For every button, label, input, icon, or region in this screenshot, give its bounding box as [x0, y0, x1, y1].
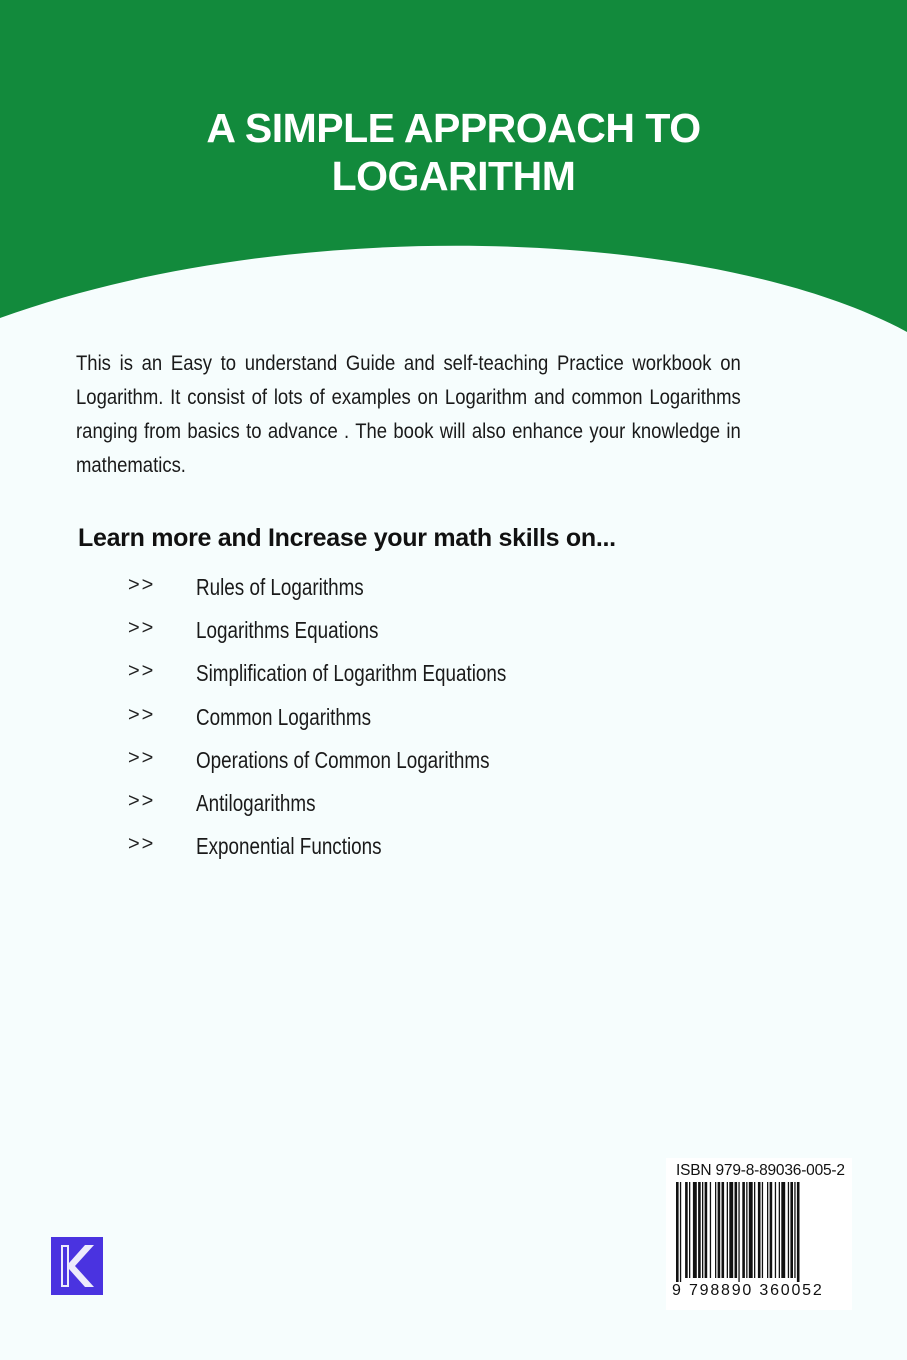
- barcode-bar: [680, 1182, 681, 1282]
- barcode-bar: [794, 1182, 795, 1278]
- topic-label: Simplification of Logarithm Equations: [196, 660, 507, 687]
- topic-item: [0, 829, 907, 872]
- barcode-digits: 9 798890 360052: [672, 1282, 824, 1299]
- barcode-bar: [715, 1182, 716, 1278]
- barcode-bar: [779, 1182, 780, 1278]
- barcode-bar: [689, 1182, 690, 1278]
- barcode-bar: [758, 1182, 761, 1278]
- bullet-marker: >>: [128, 617, 156, 640]
- bullet-marker: >>: [128, 660, 156, 683]
- topic-item: [0, 786, 907, 829]
- publisher-logo-graphic: [51, 1237, 103, 1295]
- isbn-barcode: [666, 1158, 852, 1310]
- barcode-bar: [718, 1182, 721, 1278]
- barcode-bar: [735, 1182, 738, 1278]
- book-title-line2: LOGARITHM: [331, 153, 576, 199]
- publisher-logo-icon: [51, 1237, 103, 1295]
- barcode-bar: [790, 1182, 793, 1278]
- barcode-bar: [676, 1182, 679, 1282]
- book-title-line1: A SIMPLE APPROACH TO: [206, 105, 701, 151]
- book-title: [0, 104, 907, 200]
- topic-item: [0, 743, 907, 786]
- bullet-marker: >>: [128, 746, 156, 769]
- barcode-bar: [738, 1182, 739, 1282]
- barcode-bar: [770, 1182, 773, 1278]
- barcode-bars: [666, 1182, 852, 1282]
- barcode-bar: [729, 1182, 733, 1278]
- barcode-bar: [742, 1182, 745, 1278]
- barcode-bar: [705, 1182, 708, 1278]
- isbn-label: ISBN 979-8-89036-005-2: [676, 1162, 845, 1179]
- barcode-bar: [754, 1182, 755, 1278]
- topic-item: [0, 613, 907, 656]
- topic-item: [0, 656, 907, 699]
- book-description: This is an Easy to understand Guide and self-teaching Practice workbook on Logarithm. It consist of lots of examples on Logarithm and common Logarithms ranging from basics to advance . The book will also enhance your knowledge in mathematics.: [76, 351, 741, 477]
- barcode-bar: [746, 1182, 747, 1278]
- barcode-bar: [775, 1182, 776, 1278]
- bullet-marker: >>: [128, 789, 156, 812]
- barcode-bar: [767, 1182, 768, 1278]
- barcode-bar: [693, 1182, 697, 1278]
- barcode-bar: [710, 1182, 711, 1278]
- barcode-bar: [788, 1182, 789, 1278]
- topic-label: Exponential Functions: [196, 833, 382, 860]
- bullet-marker: >>: [128, 574, 156, 596]
- barcode-bar: [749, 1182, 753, 1278]
- barcode-bar: [781, 1182, 785, 1278]
- barcode-bar: [762, 1182, 763, 1278]
- barcode-bar: [797, 1182, 800, 1282]
- bullet-marker: >>: [128, 703, 156, 726]
- topic-label: Common Logarithms: [196, 703, 372, 730]
- barcode-bar: [698, 1182, 701, 1278]
- topics-list: [0, 570, 907, 872]
- topic-label: Logarithms Equations: [196, 617, 379, 644]
- topic-item: [0, 570, 907, 613]
- barcode-bar: [702, 1182, 703, 1278]
- topic-label: Antilogarithms: [196, 789, 316, 816]
- topic-label: Operations of Common Logarithms: [196, 746, 490, 773]
- barcode-bar: [722, 1182, 725, 1278]
- topics-heading: Learn more and Increase your math skills on...: [78, 524, 616, 552]
- barcode-bar: [727, 1182, 728, 1278]
- topic-item: [0, 700, 907, 743]
- topic-label: Rules of Logarithms: [196, 574, 364, 600]
- bullet-marker: >>: [128, 833, 156, 856]
- barcode-bar: [685, 1182, 688, 1278]
